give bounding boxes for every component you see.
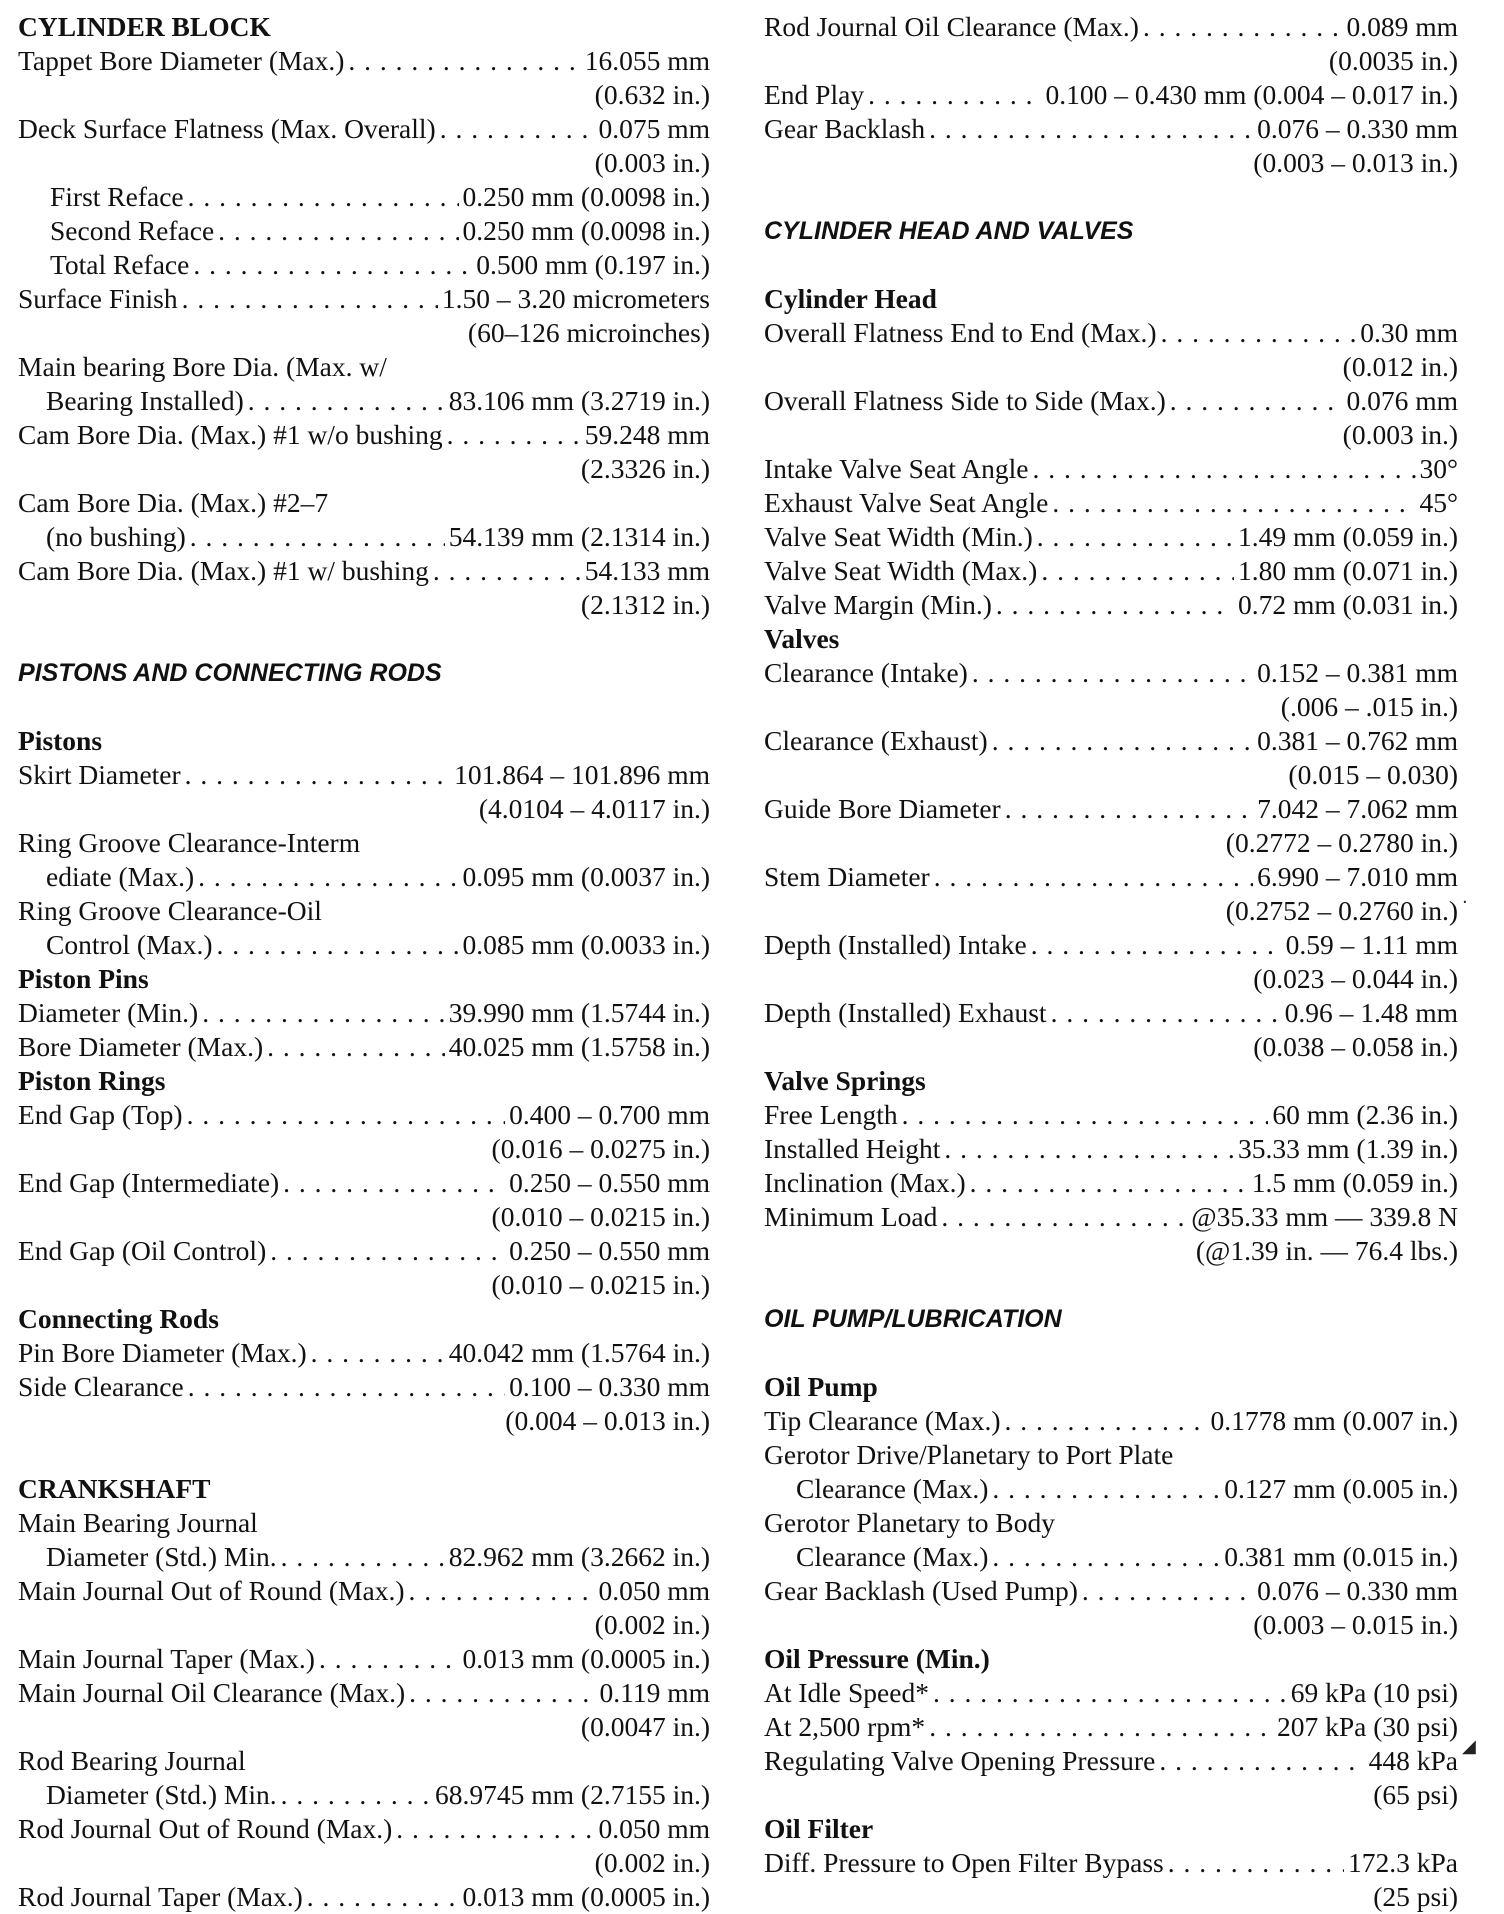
spec-label: End Gap (Top) [18, 1099, 183, 1130]
subheading-pistons: Pistons [18, 725, 103, 756]
spec-row-first-reface [18, 180, 710, 214]
spec-value: 68.9745 mm (2.7155 in.) [435, 1779, 710, 1810]
spec-row-intake-valve-seat-angle [764, 452, 1458, 486]
spec-value-continuation: (2.1312 in.) [580, 589, 710, 620]
spec-row-cam-bore-dia-max-1-w-o-bushing [18, 418, 710, 452]
spec-row-main-journal-out-of-round-max [18, 1574, 710, 1608]
dot-leader [944, 1132, 1234, 1166]
spec-label: End Gap (Intermediate) [18, 1167, 280, 1198]
section-title-oil-pump-lubrication: OIL PUMP/LUBRICATION [764, 1305, 1062, 1333]
dot-leader [447, 418, 581, 452]
spec-value-continuation: (0.0047 in.) [580, 1711, 710, 1742]
spec-label: End Gap (Oil Control) [18, 1235, 267, 1266]
spec-row-rod-journal-taper-max [18, 1880, 710, 1914]
dot-leader [1051, 996, 1281, 1030]
spec-value: 0.250 – 0.550 mm [509, 1167, 710, 1198]
right-column [764, 10, 1458, 1914]
spec-row-surface-finish [18, 282, 710, 316]
spec-label-line: Ring Groove Clearance-Oil [18, 895, 322, 926]
spec-value-continuation: (0.003 in.) [1342, 419, 1458, 450]
spec-label: At Idle Speed* [764, 1677, 929, 1708]
spec-label: Cam Bore Dia. (Max.) #1 w/ bushing [18, 555, 429, 586]
spec-label: Pin Bore Diameter (Max.) [18, 1337, 307, 1368]
spec-value: 0.250 – 0.550 mm [509, 1235, 710, 1266]
spec-label: First Reface [50, 181, 184, 212]
dot-leader [218, 214, 458, 248]
spec-label: End Play [764, 79, 865, 110]
spec-row-bearing-installed [18, 384, 710, 418]
spec-value: 59.248 mm [584, 419, 710, 450]
dot-leader [248, 384, 445, 418]
dot-leader [190, 520, 445, 554]
spec-value: 40.025 mm (1.5758 in.) [448, 1031, 710, 1062]
dot-leader [1033, 452, 1416, 486]
spec-row-tappet-bore-diameter-max [18, 44, 710, 78]
spec-row-gear-backlash [764, 112, 1458, 146]
spec-value: @35.33 mm — 339.8 N [1191, 1201, 1458, 1232]
subheading-cylinder-head: Cylinder Head [764, 283, 937, 314]
dot-leader [1170, 384, 1343, 418]
spec-row-cam-bore-dia-max-1-w-bushing [18, 554, 710, 588]
spec-row-installed-height [764, 1132, 1458, 1166]
spec-value: 6.990 – 7.010 mm [1257, 861, 1458, 892]
spec-value: 0.050 mm [598, 1813, 710, 1844]
spec-label: Skirt Diameter [18, 759, 181, 790]
spec-value-continuation: (0.012 in.) [1342, 351, 1458, 382]
spec-row-stem-diameter [764, 860, 1458, 894]
dot-leader [311, 1336, 445, 1370]
dot-leader [1143, 10, 1343, 44]
subheading-valve-springs: Valve Springs [764, 1065, 926, 1096]
spec-value-continuation: (0.023 – 0.044 in.) [1253, 963, 1458, 994]
spec-value: 0.013 mm (0.0005 in.) [462, 1643, 710, 1674]
left-column [18, 10, 710, 1914]
spec-label: Exhaust Valve Seat Angle [764, 487, 1049, 518]
spec-label: Gear Backlash (Used Pump) [764, 1575, 1078, 1606]
spec-value-continuation: (0.002 in.) [594, 1847, 710, 1878]
spec-value-continuation: (25 psi) [1373, 1881, 1458, 1912]
section-title-cylinder-head-and-valves: CYLINDER HEAD AND VALVES [764, 217, 1134, 245]
spec-value-continuation: (65 psi) [1373, 1779, 1458, 1810]
spec-label: At 2,500 rpm* [764, 1711, 926, 1742]
spec-row-minimum-load [764, 1200, 1458, 1234]
spec-row-end-gap-intermediate [18, 1166, 710, 1200]
spec-row-main-journal-taper-max [18, 1642, 710, 1676]
spec-value-continuation: (0.010 – 0.0215 in.) [491, 1269, 710, 1300]
spec-row-overall-flatness-side-to-side-max [764, 384, 1458, 418]
spec-label: Stem Diameter [764, 861, 930, 892]
spec-label: Diameter (Std.) Min. [46, 1541, 277, 1572]
spec-value: 40.042 mm (1.5764 in.) [448, 1337, 710, 1368]
dot-leader [929, 1710, 1273, 1744]
spec-label-line: Rod Bearing Journal [18, 1745, 246, 1776]
spec-row-total-reface [18, 248, 710, 282]
dot-leader [1041, 554, 1234, 588]
dot-leader [972, 656, 1253, 690]
dot-leader [270, 1234, 505, 1268]
spec-value-continuation: (2.3326 in.) [580, 453, 710, 484]
spec-row-rod-journal-oil-clearance-max [764, 10, 1458, 44]
spec-value: 1.5 mm (0.059 in.) [1251, 1167, 1458, 1198]
spec-label: Valve Seat Width (Min.) [764, 521, 1033, 552]
dot-leader [283, 1166, 505, 1200]
spec-row-clearance-max [764, 1540, 1458, 1574]
spec-label: Free Length [764, 1099, 898, 1130]
dot-leader [1082, 1574, 1253, 1608]
spec-value: 83.106 mm (3.2719 in.) [448, 385, 710, 416]
spec-value: 35.33 mm (1.39 in.) [1238, 1133, 1458, 1164]
spec-value-continuation: (0.2772 – 0.2780 in.) [1225, 827, 1458, 858]
spec-value-continuation: (0.002 in.) [594, 1609, 710, 1640]
spec-value: 0.100 – 0.330 mm [509, 1371, 710, 1402]
spec-value: 60 mm (2.36 in.) [1272, 1099, 1458, 1130]
spec-value: 0.095 mm (0.0037 in.) [462, 861, 710, 892]
subheading-oil-pressure-min: Oil Pressure (Min.) [764, 1643, 990, 1674]
spec-row-bore-diameter-max [18, 1030, 710, 1064]
dot-leader [992, 724, 1253, 758]
spec-value: 45° [1419, 487, 1458, 518]
subheading-valves: Valves [764, 623, 840, 654]
spec-value: 0.500 mm (0.197 in.) [476, 249, 710, 280]
spec-value: 69 kPa (10 psi) [1290, 1677, 1458, 1708]
spec-label: Rod Journal Oil Clearance (Max.) [764, 11, 1139, 42]
spec-value: 0.076 – 0.330 mm [1257, 113, 1458, 144]
spec-value: 0.119 mm [599, 1677, 710, 1708]
spec-label: ediate (Max.) [46, 861, 195, 892]
spec-value: 1.80 mm (0.071 in.) [1238, 555, 1458, 586]
dot-leader [1031, 928, 1282, 962]
dot-leader [929, 112, 1253, 146]
spec-value-continuation: (@1.39 in. — 76.4 lbs.) [1195, 1235, 1458, 1266]
spec-value-continuation: (.006 – .015 in.) [1280, 691, 1458, 722]
dot-leader [1161, 316, 1357, 350]
dot-leader [182, 282, 438, 316]
dot-leader [409, 1676, 595, 1710]
dot-leader [1168, 1846, 1344, 1880]
dot-leader [198, 860, 458, 894]
dot-leader [396, 1812, 594, 1846]
spec-row-main-journal-oil-clearance-max [18, 1676, 710, 1710]
spec-value: 0.30 mm [1360, 317, 1458, 348]
dot-leader [408, 1574, 594, 1608]
spec-label: Surface Finish [18, 283, 178, 314]
spec-value: 0.96 – 1.48 mm [1284, 997, 1458, 1028]
spec-label: Overall Flatness Side to Side (Max.) [764, 385, 1166, 416]
spec-value: 7.042 – 7.062 mm [1257, 793, 1458, 824]
spec-label: Depth (Installed) Intake [764, 929, 1027, 960]
spec-value: 1.49 mm (0.059 in.) [1238, 521, 1458, 552]
dot-leader [307, 1880, 459, 1914]
spec-label: Rod Journal Out of Round (Max.) [18, 1813, 393, 1844]
dot-leader [185, 758, 450, 792]
spec-value: 172.3 kPa [1348, 1847, 1458, 1878]
spec-value-continuation: (0.015 – 0.030) [1288, 759, 1458, 790]
spec-row-side-clearance [18, 1370, 710, 1404]
spec-value: 0.152 – 0.381 mm [1257, 657, 1458, 688]
dot-leader [996, 588, 1234, 622]
spec-label: Inclination (Max.) [764, 1167, 966, 1198]
spec-label: Deck Surface Flatness (Max. Overall) [18, 113, 436, 144]
spec-row-second-reface [18, 214, 710, 248]
dot-leader [970, 1166, 1248, 1200]
subheading-cylinder-block: CYLINDER BLOCK [18, 11, 271, 42]
spec-value: 448 kPa [1368, 1745, 1458, 1776]
spec-label: Valve Margin (Min.) [764, 589, 992, 620]
spec-value-continuation: (0.038 – 0.058 in.) [1253, 1031, 1458, 1062]
dot-leader [193, 248, 472, 282]
dot-leader [188, 180, 459, 214]
spec-row-pin-bore-diameter-max [18, 1336, 710, 1370]
spec-value-continuation: (0.2752 – 0.2760 in.) [1225, 895, 1458, 926]
section-title-pistons-and-connecting-rods: PISTONS AND CONNECTING RODS [18, 659, 442, 687]
spec-value-continuation: (0.010 – 0.0215 in.) [491, 1201, 710, 1232]
spec-label: Gear Backlash [764, 113, 926, 144]
spec-label: Overall Flatness End to End (Max.) [764, 317, 1157, 348]
spec-value: 30° [1419, 453, 1458, 484]
spec-row-guide-bore-diameter [764, 792, 1458, 826]
spec-value: 0.076 – 0.330 mm [1257, 1575, 1458, 1606]
subheading-crankshaft: CRANKSHAFT [18, 1473, 211, 1504]
dot-leader [992, 1540, 1220, 1574]
spec-label: Side Clearance [18, 1371, 184, 1402]
spec-label: Depth (Installed) Exhaust [764, 997, 1047, 1028]
spec-label: Diameter (Min.) [18, 997, 199, 1028]
dot-leader [934, 860, 1253, 894]
spec-value: 0.381 mm (0.015 in.) [1224, 1541, 1458, 1572]
spec-row-clearance-intake [764, 656, 1458, 690]
spec-value: 0.127 mm (0.005 in.) [1224, 1473, 1458, 1504]
spec-label-line: Ring Groove Clearance-Interm [18, 827, 361, 858]
spec-label: Main Journal Out of Round (Max.) [18, 1575, 405, 1606]
spec-value: 0.100 – 0.430 mm (0.004 – 0.017 in.) [1045, 79, 1458, 110]
spec-value: 0.1778 mm (0.007 in.) [1210, 1405, 1458, 1436]
blank-line [18, 622, 710, 656]
spec-value-continuation: (0.632 in.) [594, 79, 710, 110]
spec-row-exhaust-valve-seat-angle [764, 486, 1458, 520]
spec-label: Minimum Load [764, 1201, 938, 1232]
spec-label: Main Journal Oil Clearance (Max.) [18, 1677, 406, 1708]
dot-leader [348, 44, 580, 78]
blank-line [764, 248, 1458, 282]
dot-leader [1005, 1404, 1207, 1438]
spec-label: Diff. Pressure to Open Filter Bypass [764, 1847, 1164, 1878]
subheading-piston-pins: Piston Pins [18, 963, 149, 994]
dot-leader [1037, 520, 1234, 554]
spec-row-valve-seat-width-max [764, 554, 1458, 588]
spec-label-line: Main bearing Bore Dia. (Max. w/ [18, 351, 387, 382]
spec-label: Regulating Valve Opening Pressure [764, 1745, 1156, 1776]
spec-value: 54.133 mm [584, 555, 710, 586]
spec-label-line: Gerotor Drive/Planetary to Port Plate [764, 1439, 1174, 1470]
spec-value-continuation: (0.0035 in.) [1328, 45, 1458, 76]
spec-label: Main Journal Taper (Max.) [18, 1643, 315, 1674]
spec-label: Clearance (Max.) [796, 1541, 989, 1572]
dot-leader [440, 112, 595, 146]
spec-row-depth-installed-exhaust [764, 996, 1458, 1030]
spec-row-diff-pressure-to-open-filter-bypass [764, 1846, 1458, 1880]
spec-label: Tip Clearance (Max.) [764, 1405, 1001, 1436]
spec-value: 54.139 mm (2.1314 in.) [448, 521, 710, 552]
spec-value: 101.864 – 101.896 mm [454, 759, 710, 790]
spec-row-deck-surface-flatness-max-overall [18, 112, 710, 146]
spec-row-clearance-exhaust [764, 724, 1458, 758]
spec-value: 207 kPa (30 psi) [1276, 1711, 1458, 1742]
spec-value: 0.381 – 0.762 mm [1257, 725, 1458, 756]
spec-value: 0.72 mm (0.031 in.) [1238, 589, 1458, 620]
spec-label: Bore Diameter (Max.) [18, 1031, 264, 1062]
subheading-piston-rings: Piston Rings [18, 1065, 166, 1096]
spec-row-at-idle-speed [764, 1676, 1458, 1710]
spec-value: 1.50 – 3.20 micrometers [441, 283, 710, 314]
spec-label: Intake Valve Seat Angle [764, 453, 1029, 484]
dot-leader [941, 1200, 1187, 1234]
spec-value: 0.013 mm (0.0005 in.) [462, 1881, 710, 1912]
spec-row-depth-installed-intake [764, 928, 1458, 962]
dot-leader [868, 78, 1041, 112]
dot-leader [281, 1540, 445, 1574]
spec-label: Clearance (Intake) [764, 657, 968, 688]
spec-value-continuation: (0.004 – 0.013 in.) [505, 1405, 710, 1436]
margin-arrow-mark: ◢ [1462, 1736, 1476, 1757]
blank-line [764, 1336, 1458, 1370]
spec-label: Guide Bore Diameter [764, 793, 1001, 824]
spec-label: Control (Max.) [46, 929, 213, 960]
spec-value: 16.055 mm [584, 45, 710, 76]
spec-row-gear-backlash-used-pump [764, 1574, 1458, 1608]
spec-row-ediate-max [18, 860, 710, 894]
spec-label: Bearing Installed) [46, 385, 244, 416]
dot-leader [281, 1778, 431, 1812]
dot-leader [902, 1098, 1269, 1132]
spec-label: Clearance (Exhaust) [764, 725, 988, 756]
dot-leader [1159, 1744, 1364, 1778]
dot-leader [202, 996, 445, 1030]
spec-value: 0.050 mm [598, 1575, 710, 1606]
blank-line [18, 690, 710, 724]
dot-leader [188, 1370, 505, 1404]
spec-value-continuation: (0.003 – 0.015 in.) [1253, 1609, 1458, 1640]
spec-row-free-length [764, 1098, 1458, 1132]
spec-value: 39.990 mm (1.5744 in.) [448, 997, 710, 1028]
spec-label: Clearance (Max.) [796, 1473, 989, 1504]
spec-row-diameter-std-min [18, 1540, 710, 1574]
spec-value-continuation: (4.0104 – 4.0117 in.) [478, 793, 710, 824]
spec-label: Total Reface [50, 249, 190, 280]
spec-row-valve-margin-min [764, 588, 1458, 622]
spec-value: 0.250 mm (0.0098 in.) [462, 181, 710, 212]
subheading-oil-pump: Oil Pump [764, 1371, 878, 1402]
spec-label: Tappet Bore Diameter (Max.) [18, 45, 345, 76]
spec-value: 0.59 – 1.11 mm [1285, 929, 1458, 960]
spec-row-inclination-max [764, 1166, 1458, 1200]
dot-leader [1052, 486, 1415, 520]
spec-row-end-gap-top [18, 1098, 710, 1132]
spec-label: Valve Seat Width (Max.) [764, 555, 1038, 586]
spec-row-overall-flatness-end-to-end-max [764, 316, 1458, 350]
blank-line [18, 1438, 710, 1472]
spec-label: Second Reface [50, 215, 215, 246]
spec-row-skirt-diameter [18, 758, 710, 792]
spec-label-line: Cam Bore Dia. (Max.) #2–7 [18, 487, 329, 518]
spec-value-continuation: (60–126 microinches) [467, 317, 710, 348]
dot-leader [933, 1676, 1287, 1710]
subheading-oil-filter: Oil Filter [764, 1813, 874, 1844]
dot-leader [1005, 792, 1253, 826]
dot-leader [433, 554, 581, 588]
spec-value: 82.962 mm (3.2662 in.) [448, 1541, 710, 1572]
spec-row-diameter-min [18, 996, 710, 1030]
spec-label: Rod Journal Taper (Max.) [18, 1881, 303, 1912]
spec-row-control-max [18, 928, 710, 962]
spec-value-continuation: (0.003 – 0.013 in.) [1253, 147, 1458, 178]
spec-row-regulating-valve-opening-pressure [764, 1744, 1458, 1778]
dot-leader [319, 1642, 459, 1676]
subheading-connecting-rods: Connecting Rods [18, 1303, 219, 1334]
spec-row-tip-clearance-max [764, 1404, 1458, 1438]
dot-leader [217, 928, 459, 962]
spec-label: Cam Bore Dia. (Max.) #1 w/o bushing [18, 419, 443, 450]
blank-line [764, 1268, 1458, 1302]
spec-row-clearance-max [764, 1472, 1458, 1506]
spec-label: (no bushing) [46, 521, 186, 552]
blank-line [764, 180, 1458, 214]
dot-leader [992, 1472, 1220, 1506]
dot-leader [267, 1030, 445, 1064]
spec-row-end-gap-oil-control [18, 1234, 710, 1268]
dot-leader [187, 1098, 506, 1132]
spec-row-end-play [764, 78, 1458, 112]
spec-value-continuation: (0.003 in.) [594, 147, 710, 178]
spec-value: 0.250 mm (0.0098 in.) [462, 215, 710, 246]
spec-label-line: Gerotor Planetary to Body [764, 1507, 1055, 1538]
spec-label-line: Main Bearing Journal [18, 1507, 258, 1538]
spec-value-continuation: (0.016 – 0.0275 in.) [491, 1133, 710, 1164]
spec-label: Diameter (Std.) Min. [46, 1779, 277, 1810]
spec-value: 0.076 mm [1346, 385, 1458, 416]
spec-value: 0.089 mm [1346, 11, 1458, 42]
spec-label: Installed Height [764, 1133, 941, 1164]
spec-row-no-bushing [18, 520, 710, 554]
spec-row-at-2-500-rpm [764, 1710, 1458, 1744]
spec-row-rod-journal-out-of-round-max [18, 1812, 710, 1846]
margin-dot-mark: · [1462, 892, 1468, 913]
spec-value: 0.400 – 0.700 mm [509, 1099, 710, 1130]
spec-value: 0.075 mm [598, 113, 710, 144]
spec-row-diameter-std-min [18, 1778, 710, 1812]
spec-row-valve-seat-width-min [764, 520, 1458, 554]
spec-value: 0.085 mm (0.0033 in.) [462, 929, 710, 960]
